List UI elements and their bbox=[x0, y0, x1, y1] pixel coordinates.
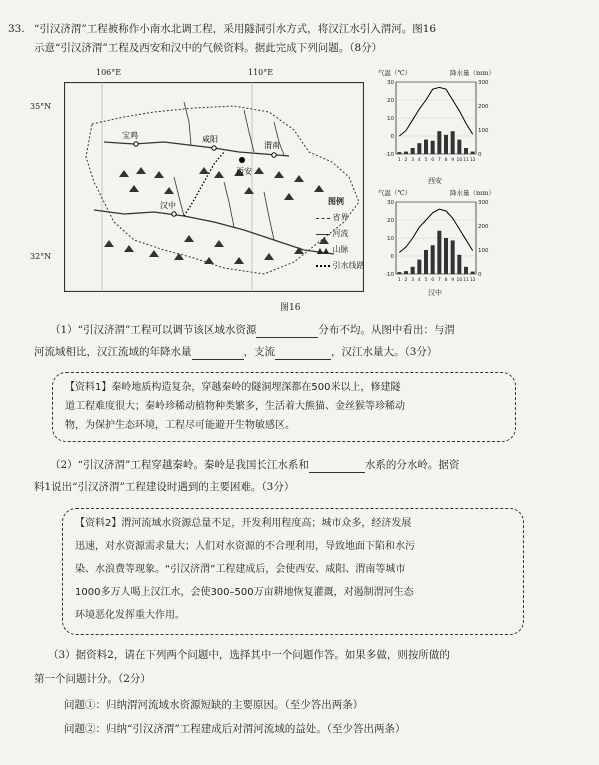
q1-blank-3[interactable] bbox=[275, 359, 331, 360]
month-tick-label: 3 bbox=[411, 158, 415, 163]
xian-temp-axis-label: 气温（℃） bbox=[378, 69, 412, 77]
q1-line1 bbox=[50, 323, 455, 338]
tributary bbox=[264, 192, 274, 240]
hanzhong-precip-bar bbox=[444, 238, 448, 274]
hanzhong-precip-bar bbox=[457, 255, 461, 274]
xian-precip-bar bbox=[457, 140, 461, 154]
climate-chart-hanzhong bbox=[378, 188, 500, 310]
legend-item-river bbox=[316, 228, 376, 239]
xian-temp-line bbox=[399, 87, 472, 136]
lat-label-top: 35°N bbox=[30, 102, 52, 111]
hanzhong-caption: 汉中 bbox=[428, 289, 442, 297]
material1-line2: 道工程难度很大；秦岭珍稀动植物种类繁多，生活着大熊猫、金丝猴等珍稀动 bbox=[65, 401, 405, 412]
wei-river bbox=[104, 142, 289, 156]
month-tick-label: 12 bbox=[469, 158, 476, 163]
map-legend bbox=[316, 196, 376, 271]
precip-tick-label: 100 bbox=[478, 248, 489, 254]
route-symbol bbox=[316, 265, 330, 267]
hanzhong-temp-axis-label: 气温（℃） bbox=[378, 189, 412, 197]
city-dot-xian bbox=[239, 157, 245, 163]
city-dot-baoji bbox=[134, 142, 138, 146]
tributary bbox=[244, 110, 254, 152]
city-label-hanzhong: 汉中 bbox=[160, 201, 176, 210]
hanzhong-precip-axis-label: 降水量（mm） bbox=[450, 189, 495, 197]
hanzhong-precip-bar bbox=[411, 267, 415, 274]
temp-tick-label: 30 bbox=[387, 200, 394, 206]
legend-label: 山脉 bbox=[332, 245, 349, 254]
legend-label: 河流 bbox=[332, 229, 349, 238]
mountain-icon: ▲▲ bbox=[316, 245, 330, 255]
legend-item-route bbox=[316, 260, 376, 271]
material2-line1: 【资料2】渭河流域水资源总量不足，开发利用程度高；城市众多，经济发展 bbox=[75, 518, 412, 529]
month-tick-label: 6 bbox=[431, 278, 435, 283]
q1-blank-1[interactable] bbox=[256, 337, 318, 338]
month-tick-label: 10 bbox=[456, 158, 463, 163]
xian-precip-bar bbox=[397, 152, 401, 154]
city-dot-weinan bbox=[272, 153, 276, 157]
hanzhong-temp-line bbox=[399, 209, 472, 252]
material2-line2: 迅速，对水资源需求量大；人们对水资源的不合理利用，导致地面下陷和水污 bbox=[75, 541, 415, 552]
month-tick-label: 2 bbox=[404, 158, 408, 163]
legend-item-mountain bbox=[316, 244, 376, 255]
month-tick-label: 7 bbox=[437, 158, 441, 163]
q1-text-c: 河流域相比，汉江流域的年降水量 bbox=[34, 346, 192, 358]
lon-label-right: 110°E bbox=[248, 68, 274, 77]
diversion-route bbox=[184, 152, 224, 216]
question-intro-line1: “引汉济渭”工程被称作小南水北调工程，采用隧洞引水方式，将汉江水引入渭河。图16 bbox=[34, 23, 437, 35]
q3-option-2: 问题②：归纳“引汉济渭”工程建成后对渭河流域的益处。（至少答出两条） bbox=[64, 723, 406, 735]
material1-box bbox=[52, 372, 516, 442]
precip-tick-label: 300 bbox=[478, 80, 489, 86]
xian-precip-bar bbox=[431, 141, 435, 154]
q1-line2 bbox=[34, 345, 437, 360]
legend-title: 图例 bbox=[328, 196, 344, 206]
xian-precip-bar bbox=[404, 152, 408, 154]
city-dot-xianyang bbox=[212, 146, 216, 150]
legend-label: 省界 bbox=[332, 213, 349, 222]
q2-text-a: （2）“引汉济渭”工程穿越秦岭。秦岭是我国长江水系和 bbox=[50, 459, 309, 471]
legend-item-boundary bbox=[316, 212, 376, 223]
month-tick-label: 8 bbox=[444, 158, 448, 163]
temp-tick-label: 10 bbox=[387, 236, 394, 242]
month-tick-label: 5 bbox=[424, 278, 428, 283]
temp-tick-label: -10 bbox=[385, 272, 394, 278]
precip-tick-label: 200 bbox=[478, 224, 489, 230]
xian-precip-bar bbox=[451, 131, 455, 154]
temp-tick-label: -10 bbox=[385, 152, 394, 158]
hanzhong-precip-bar bbox=[417, 260, 421, 274]
q1-text-e: ，汉江水量大。（3分） bbox=[331, 346, 438, 358]
hanzhong-precip-bar bbox=[451, 240, 455, 274]
month-tick-label: 5 bbox=[424, 158, 428, 163]
temp-tick-label: 10 bbox=[387, 116, 394, 122]
material2-line5: 环境恶化发挥重大作用。 bbox=[75, 610, 185, 621]
tributary bbox=[174, 177, 184, 216]
q1-text-b: 分布不均。从图中看出：与渭 bbox=[318, 324, 455, 336]
month-tick-label: 9 bbox=[451, 158, 455, 163]
temp-tick-label: 0 bbox=[390, 254, 394, 260]
lon-label-left: 106°E bbox=[96, 68, 122, 77]
xian-precip-bar bbox=[464, 148, 468, 154]
material1-line1: 【资料1】秦岭地质构造复杂，穿越秦岭的隧洞埋深都在500米以上，修建隧 bbox=[65, 382, 401, 393]
tributary bbox=[274, 122, 284, 155]
precip-tick-label: 200 bbox=[478, 104, 489, 110]
material2-line4: 1000多万人喝上汉江水，会使300–500万亩耕地恢复灌溉，对遏制渭河生态 bbox=[75, 587, 414, 598]
month-tick-label: 9 bbox=[451, 278, 455, 283]
month-tick-label: 11 bbox=[463, 158, 469, 163]
q3-line2: 第一个问题计分。（2分） bbox=[34, 673, 151, 685]
q2-line2: 料1说出“引汉济渭”工程建设时遇到的主要困难。（3分） bbox=[34, 481, 295, 493]
q1-text-d: ，支流 bbox=[243, 346, 275, 358]
month-tick-label: 1 bbox=[397, 278, 401, 283]
q2-line1 bbox=[50, 458, 459, 473]
material1-line3: 物，为保护生态环境，工程尽可能避开生物敏感区。 bbox=[65, 420, 295, 431]
q1-text-a: （1）“引汉济渭”工程可以调节该区域水资源 bbox=[50, 324, 257, 336]
city-label-xianyang: 咸阳 bbox=[202, 135, 218, 144]
month-tick-label: 11 bbox=[463, 278, 469, 283]
temp-tick-label: 0 bbox=[390, 134, 394, 140]
month-tick-label: 12 bbox=[469, 278, 476, 283]
city-label-baoji: 宝鸡 bbox=[122, 131, 138, 140]
month-tick-label: 4 bbox=[417, 158, 421, 163]
legend-label: 引水线路 bbox=[332, 261, 365, 270]
hanzhong-chart-canvas bbox=[378, 198, 500, 294]
month-tick-label: 1 bbox=[397, 158, 401, 163]
month-tick-label: 4 bbox=[417, 278, 421, 283]
month-tick-label: 7 bbox=[437, 278, 441, 283]
temp-tick-label: 20 bbox=[387, 98, 394, 104]
hanzhong-precip-bar bbox=[471, 272, 475, 274]
hanzhong-precip-bar bbox=[437, 231, 441, 274]
map-figure bbox=[30, 68, 370, 318]
hanzhong-precip-bar bbox=[424, 250, 428, 274]
month-tick-label: 8 bbox=[444, 278, 448, 283]
xian-caption: 西安 bbox=[428, 177, 442, 185]
hanzhong-precip-bar bbox=[464, 267, 468, 274]
figure-caption: 图16 bbox=[280, 303, 301, 313]
lat-label-bottom: 32°N bbox=[30, 252, 52, 261]
month-tick-label: 2 bbox=[404, 278, 408, 283]
hanzhong-precip-bar bbox=[404, 271, 408, 274]
temp-tick-label: 30 bbox=[387, 80, 394, 86]
city-label-weinan: 渭南 bbox=[264, 141, 280, 150]
q3-line1: （3）据资料2，请在下列两个问题中，选择其中一个问题作答。如果多做，则按所做的 bbox=[48, 649, 450, 661]
hanzhong-precip-bar bbox=[397, 272, 401, 274]
city-label-xian: 西安 bbox=[236, 167, 252, 176]
river-symbol bbox=[316, 234, 330, 235]
question-intro-line2: 示意“引汉济渭”工程及西安和汉中的气候资料。据此完成下列问题。（8分） bbox=[34, 42, 383, 54]
xian-precip-bar bbox=[471, 152, 475, 154]
boundary-symbol bbox=[316, 218, 330, 219]
xian-precip-bar bbox=[417, 143, 421, 154]
xian-precip-axis-label: 降水量（mm） bbox=[450, 69, 495, 77]
q1-blank-2[interactable] bbox=[192, 359, 244, 360]
city-dot-hanzhong bbox=[172, 212, 176, 216]
material2-box bbox=[62, 508, 524, 635]
precip-tick-label: 0 bbox=[478, 272, 482, 278]
climate-chart-xian bbox=[378, 68, 500, 190]
xian-precip-bar bbox=[411, 148, 415, 154]
xian-precip-bar bbox=[424, 140, 428, 154]
temp-tick-label: 20 bbox=[387, 218, 394, 224]
month-tick-label: 6 bbox=[431, 158, 435, 163]
question-number: 33. bbox=[8, 23, 25, 35]
xian-precip-bar bbox=[437, 131, 441, 154]
xian-chart-canvas bbox=[378, 78, 500, 174]
material2-line3: 染、水浪费等现象。“引汉济渭”工程建成后，会使西安、咸阳、渭南等城市 bbox=[75, 564, 406, 575]
precip-tick-label: 100 bbox=[478, 128, 489, 134]
tributary bbox=[224, 182, 234, 227]
q3-option-1: 问题①：归纳渭河流域水资源短缺的主要原因。（至少答出两条） bbox=[64, 699, 364, 711]
q2-text-b: 水系的分水岭。据资 bbox=[364, 459, 460, 471]
mountain-symbols bbox=[104, 167, 329, 264]
month-tick-label: 10 bbox=[456, 278, 463, 283]
precip-tick-label: 300 bbox=[478, 200, 489, 206]
precip-tick-label: 0 bbox=[478, 152, 482, 158]
xian-precip-bar bbox=[444, 135, 448, 154]
month-tick-label: 3 bbox=[411, 278, 415, 283]
hanzhong-precip-bar bbox=[431, 245, 435, 274]
q2-blank[interactable] bbox=[309, 472, 365, 473]
